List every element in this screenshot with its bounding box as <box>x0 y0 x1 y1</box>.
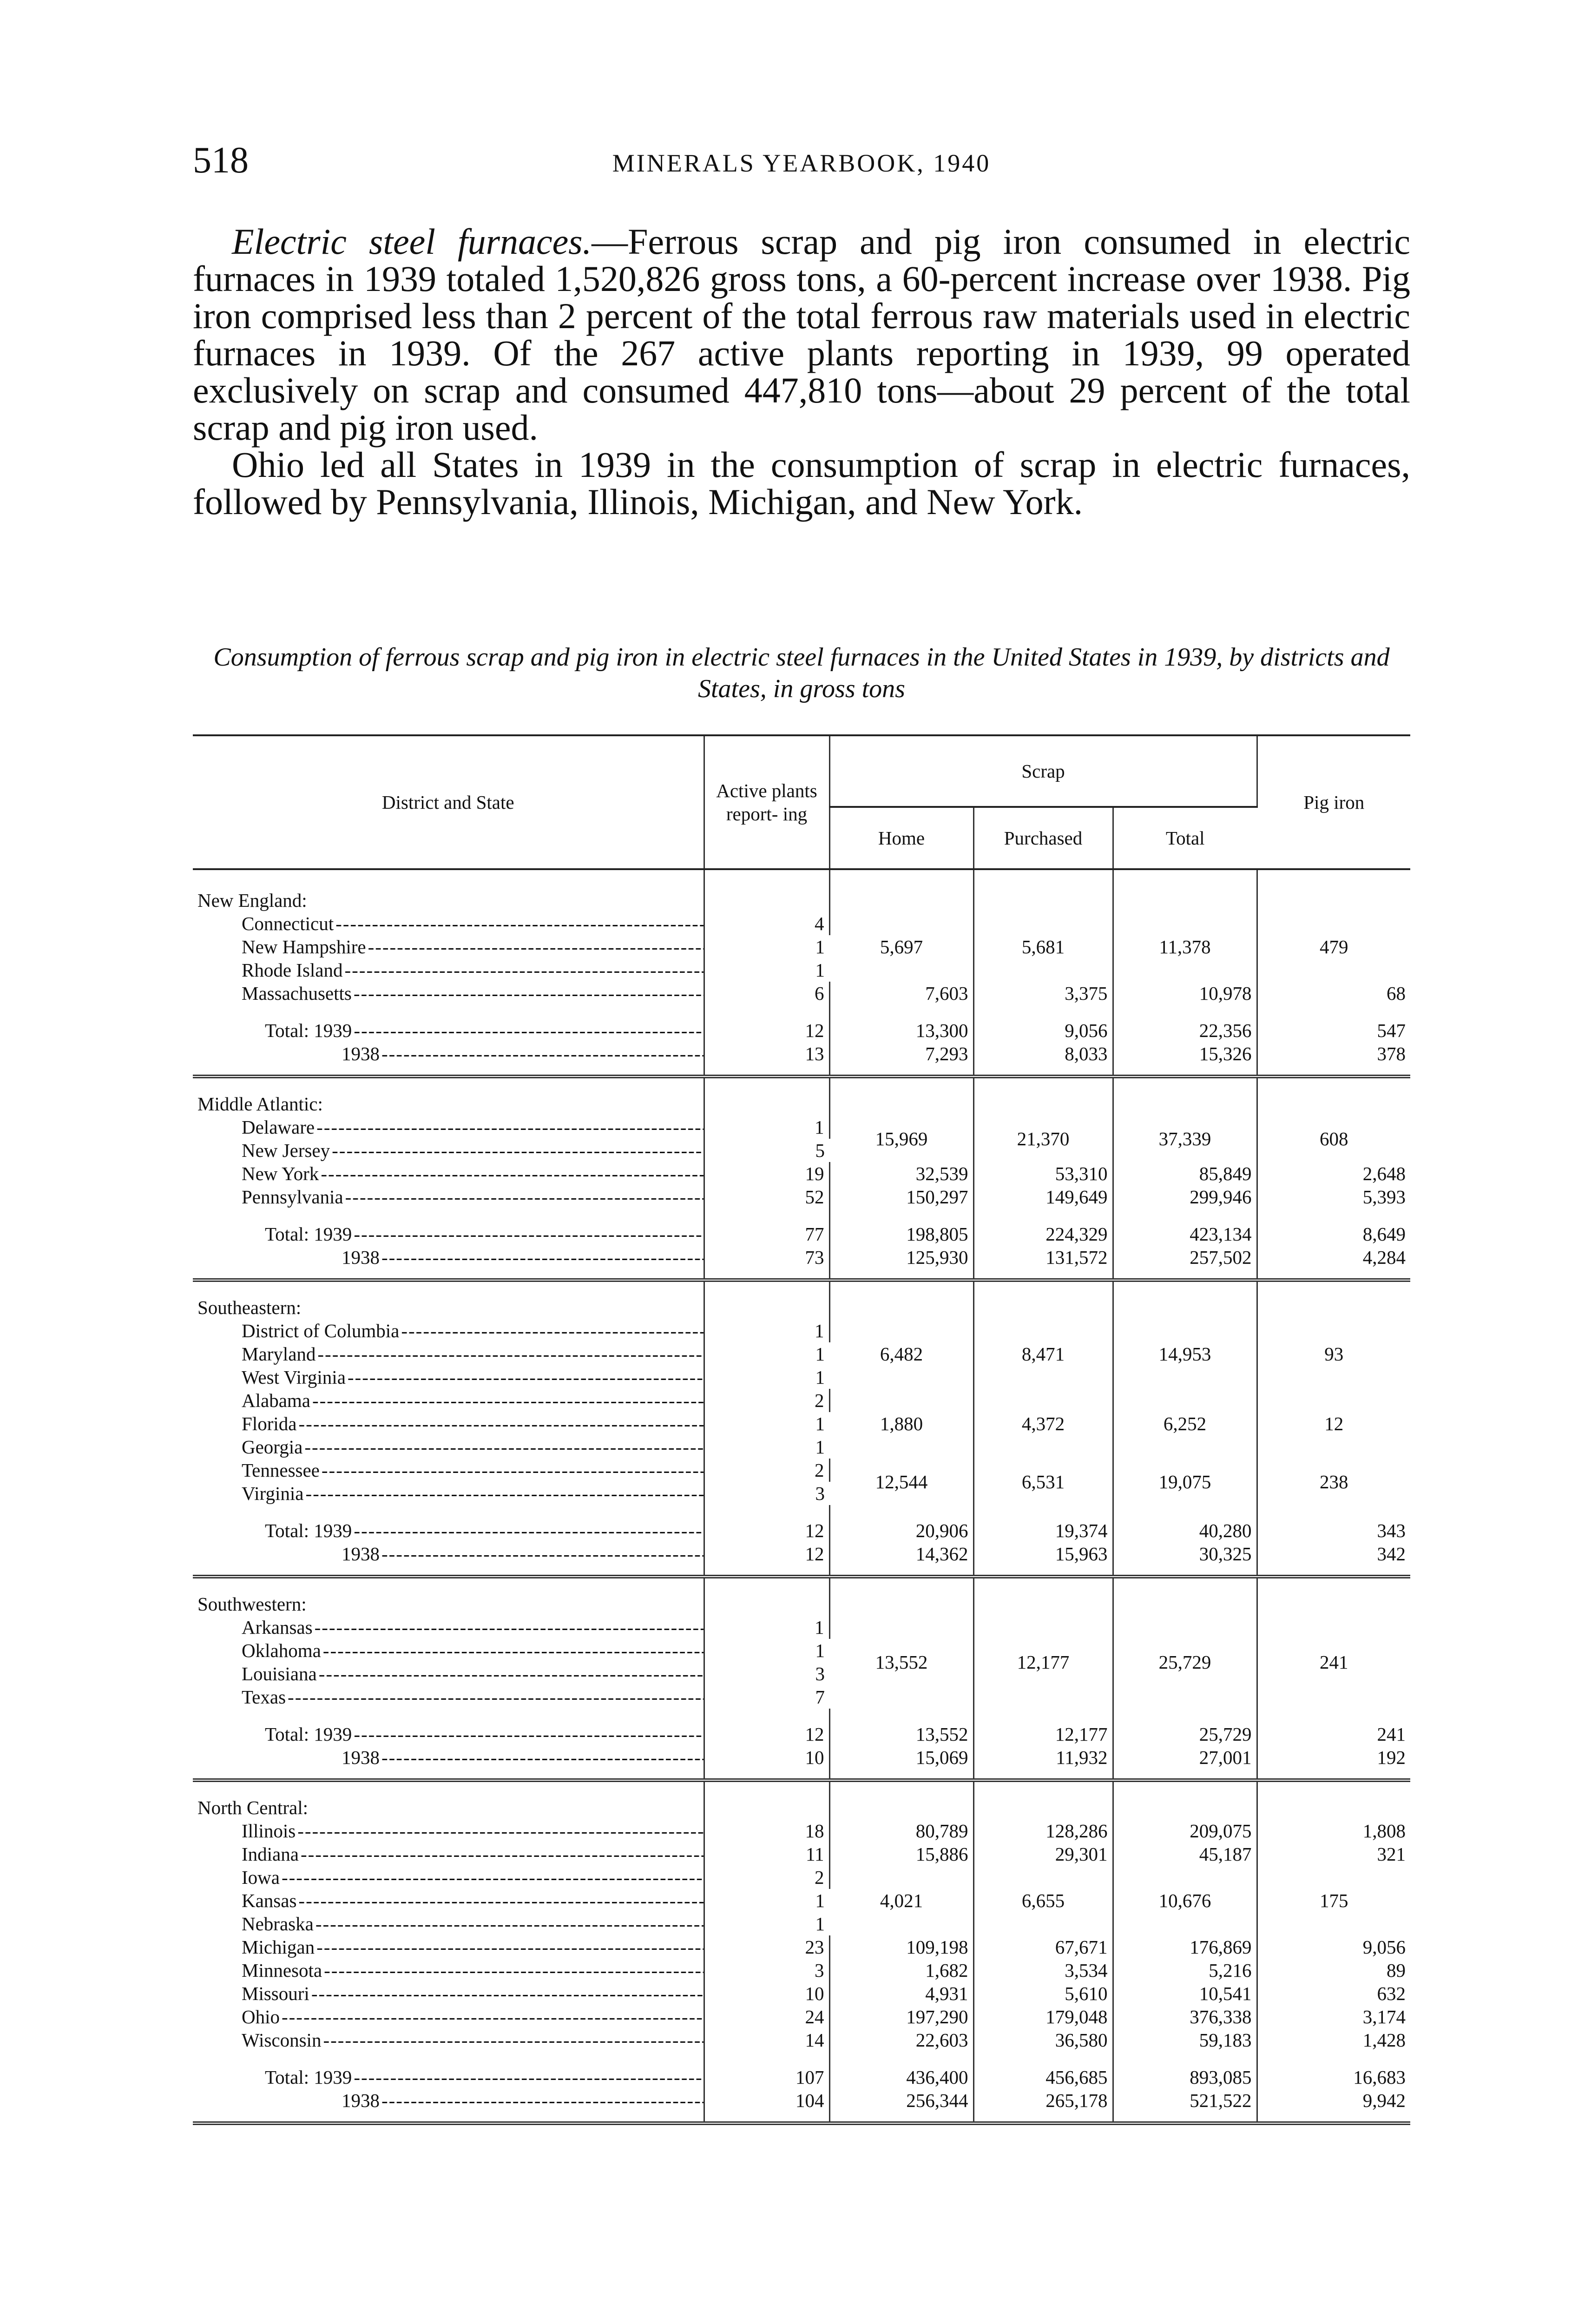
purchased-cell: 128,286 <box>973 1819 1113 1842</box>
home-cell: 4,021 <box>829 1866 973 1935</box>
home-cell: 198,805 <box>829 1222 973 1246</box>
home-cell: 15,969 <box>829 1116 973 1162</box>
home-cell: 6,482 <box>829 1319 973 1389</box>
home-cell: 20,906 <box>829 1519 973 1542</box>
home-cell: 150,297 <box>829 1185 973 1208</box>
header-plants: Active plants report- ing <box>704 735 829 869</box>
pig-iron-cell: 241 <box>1377 1723 1406 1745</box>
total-cell: 27,001 <box>1113 1746 1257 1769</box>
total-cell: 15,326 <box>1113 1042 1257 1065</box>
total-cell: 209,075 <box>1113 1819 1257 1842</box>
pig-iron-cell: 192 <box>1377 1747 1406 1768</box>
header-scrap: Scrap <box>829 735 1257 807</box>
plants-cell: 104 <box>704 2089 829 2112</box>
purchased-cell: 5,681 <box>973 912 1113 982</box>
header-pig-iron: Pig iron <box>1257 735 1410 869</box>
purchased-cell: 224,329 <box>973 1222 1113 1246</box>
region-label: North Central: <box>193 1796 704 1819</box>
plants-cell: 10 <box>704 1982 829 2005</box>
consumption-table <box>193 734 1410 2125</box>
pig-iron-cell: 9,942 <box>1362 2090 1406 2111</box>
pig-iron-cell: 241 <box>1320 1651 1348 1673</box>
plants-cell: 18 <box>704 1819 829 1842</box>
header-total: Total <box>1113 807 1257 869</box>
purchased-cell: 12,177 <box>973 1616 1113 1709</box>
total-cell: 40,280 <box>1113 1519 1257 1542</box>
state-label: Rhode Island ----- <box>193 958 704 982</box>
state-label: Tennessee ----- <box>193 1459 704 1482</box>
purchased-cell: 29,301 <box>973 1842 1113 1866</box>
purchased-cell: 11,932 <box>973 1746 1113 1769</box>
purchased-cell: 5,610 <box>973 1982 1113 2005</box>
plants-cell: 1 <box>815 1413 825 1434</box>
state-label: New Jersey ----- <box>193 1139 704 1162</box>
pig-iron-cell: 342 <box>1377 1543 1406 1565</box>
state-label: Illinois ----- <box>193 1819 704 1842</box>
home-cell: 436,400 <box>829 2066 973 2089</box>
state-label: District of Columbia ----- <box>193 1319 704 1342</box>
plants-cell: 12 <box>704 1519 829 1542</box>
plants-cell: 13 <box>704 1042 829 1065</box>
home-cell: 4,931 <box>829 1982 973 2005</box>
plants-cell: 107 <box>704 2066 829 2089</box>
plants-cell: 6 <box>704 982 829 1005</box>
plants-cell: 1 <box>704 1616 829 1639</box>
plants-cell: 1 <box>815 959 825 981</box>
home-cell: 13,300 <box>829 1019 973 1042</box>
pig-iron-cell: 479 <box>1320 936 1348 957</box>
pig-iron-cell: 9,056 <box>1362 1936 1406 1958</box>
total-label: 1938 ----- <box>193 1746 704 1769</box>
paragraph-2: Ohio led all States in 1939 in the consumption of scrap in electric furnaces, followed by Pennsylvania, Illinois, Michigan, and New York. <box>193 444 1410 522</box>
paragraph-1 <box>193 223 1410 446</box>
plants-cell: 11 <box>704 1842 829 1866</box>
purchased-cell: 265,178 <box>973 2089 1113 2112</box>
home-cell: 12,544 <box>829 1459 973 1505</box>
region-label: New England: <box>193 889 704 912</box>
state-label: Missouri ----- <box>193 1982 704 2005</box>
state-label: Oklahoma ----- <box>193 1639 704 1662</box>
pig-iron-cell: 238 <box>1320 1471 1348 1492</box>
pig-iron-cell: 1,808 <box>1362 1820 1406 1842</box>
purchased-cell: 67,671 <box>973 1935 1113 1959</box>
plants-cell: 1 <box>704 1116 829 1139</box>
plants-cell: 73 <box>704 1246 829 1269</box>
purchased-cell: 6,531 <box>973 1459 1113 1505</box>
running-title: MINERALS YEARBOOK, 1940 <box>612 149 991 177</box>
page-header <box>193 139 1410 200</box>
pig-iron-cell: 2,648 <box>1362 1163 1406 1184</box>
purchased-cell: 36,580 <box>973 2028 1113 2052</box>
plants-cell: 1 <box>815 1367 825 1388</box>
plants-cell: 12 <box>704 1019 829 1042</box>
plants-cell: 1 <box>815 1913 825 1934</box>
region-label: Southwestern: <box>193 1592 704 1616</box>
state-label: Pennsylvania ----- <box>193 1185 704 1208</box>
purchased-cell: 6,655 <box>973 1866 1113 1935</box>
plants-cell: 2 <box>704 1866 829 1889</box>
purchased-cell: 15,963 <box>973 1542 1113 1565</box>
home-cell: 13,552 <box>829 1616 973 1709</box>
purchased-cell: 131,572 <box>973 1246 1113 1269</box>
purchased-cell: 149,649 <box>973 1185 1113 1208</box>
total-label: Total: 1939 ----- <box>193 2066 704 2089</box>
plants-cell: 1 <box>815 1640 825 1661</box>
total-cell: 25,729 <box>1113 1616 1257 1709</box>
state-label: Delaware ----- <box>193 1116 704 1139</box>
plants-cell: 77 <box>704 1222 829 1246</box>
total-cell: 85,849 <box>1113 1162 1257 1185</box>
pig-iron-cell: 89 <box>1387 1960 1406 1981</box>
state-label: Ohio ----- <box>193 2005 704 2028</box>
pig-iron-cell: 12 <box>1324 1413 1344 1434</box>
total-cell: 11,378 <box>1113 912 1257 982</box>
state-label: Arkansas ----- <box>193 1616 704 1639</box>
total-cell: 376,338 <box>1113 2005 1257 2028</box>
purchased-cell: 3,375 <box>973 982 1113 1005</box>
purchased-cell: 8,033 <box>973 1042 1113 1065</box>
body-text <box>193 223 1410 521</box>
plants-cell: 12 <box>704 1723 829 1746</box>
total-label: Total: 1939 ----- <box>193 1519 704 1542</box>
total-label: Total: 1939 ----- <box>193 1222 704 1246</box>
pig-iron-cell: 175 <box>1320 1890 1348 1911</box>
pig-iron-cell: 1,428 <box>1362 2029 1406 2051</box>
state-label: Minnesota ----- <box>193 1959 704 1982</box>
pig-iron-cell: 343 <box>1377 1520 1406 1541</box>
state-label: Louisiana ----- <box>193 1662 704 1685</box>
total-cell: 10,541 <box>1113 1982 1257 2005</box>
purchased-cell: 4,372 <box>973 1389 1113 1459</box>
state-label: Iowa ----- <box>193 1866 704 1889</box>
total-label: 1938 ----- <box>193 1542 704 1565</box>
plants-cell: 24 <box>704 2005 829 2028</box>
paragraph-1-lead: Electric steel furnaces. <box>232 221 592 262</box>
total-cell: 30,325 <box>1113 1542 1257 1565</box>
plants-cell: 7 <box>815 1686 825 1708</box>
state-label: West Virginia ----- <box>193 1366 704 1389</box>
plants-cell: 1 <box>815 936 825 957</box>
paragraph-1-text: —Ferrous scrap and pig iron consumed in electric furnaces in 1939 totaled 1,520,826 gross tons, a 60-percent increase over 1938. Pig iron comprised less than 2 percent of the total ferrous raw materials used in electric furnaces in 1939. Of the 267 active plants reporting in 1939, 99 operated exclusively on scrap and consumed 447,810 tons—about 29 percent of the total scrap and pig iron used. <box>193 221 1410 448</box>
home-cell: 80,789 <box>829 1819 973 1842</box>
home-cell: 109,198 <box>829 1935 973 1959</box>
pig-iron-cell: 8,649 <box>1362 1223 1406 1245</box>
home-cell: 125,930 <box>829 1246 973 1269</box>
pig-iron-cell: 608 <box>1320 1128 1348 1149</box>
home-cell: 13,552 <box>829 1723 973 1746</box>
state-label: Massachusetts ----- <box>193 982 704 1005</box>
home-cell: 7,603 <box>829 982 973 1005</box>
header-home: Home <box>829 807 973 869</box>
total-cell: 299,946 <box>1113 1185 1257 1208</box>
total-cell: 25,729 <box>1113 1723 1257 1746</box>
state-label: New York ----- <box>193 1162 704 1185</box>
pig-iron-cell: 68 <box>1387 983 1406 1004</box>
header-district: District and State <box>193 735 704 869</box>
region-label: Southeastern: <box>193 1296 704 1319</box>
plants-cell: 5 <box>815 1140 825 1161</box>
state-label: Wisconsin ----- <box>193 2028 704 2052</box>
total-cell: 257,502 <box>1113 1246 1257 1269</box>
pig-iron-cell: 321 <box>1377 1843 1406 1865</box>
plants-cell: 10 <box>704 1746 829 1769</box>
total-label: Total: 1939 ----- <box>193 1723 704 1746</box>
header-purchased: Purchased <box>973 807 1113 869</box>
pig-iron-cell: 16,683 <box>1353 2067 1406 2088</box>
plants-cell: 1 <box>815 1890 825 1911</box>
purchased-cell: 21,370 <box>973 1116 1113 1162</box>
state-label: Virginia ----- <box>193 1482 704 1505</box>
total-label: 1938 ----- <box>193 1246 704 1269</box>
state-label: Indiana ----- <box>193 1842 704 1866</box>
total-cell: 893,085 <box>1113 2066 1257 2089</box>
pig-iron-cell: 93 <box>1324 1343 1344 1365</box>
home-cell: 32,539 <box>829 1162 973 1185</box>
home-cell: 1,682 <box>829 1959 973 1982</box>
plants-cell: 3 <box>704 1959 829 1982</box>
pig-iron-cell: 5,393 <box>1362 1186 1406 1208</box>
plants-cell: 1 <box>815 1436 825 1458</box>
plants-cell: 1 <box>815 1343 825 1365</box>
home-cell: 256,344 <box>829 2089 973 2112</box>
plants-cell: 14 <box>704 2028 829 2052</box>
total-cell: 45,187 <box>1113 1842 1257 1866</box>
plants-cell: 19 <box>704 1162 829 1185</box>
total-cell: 22,356 <box>1113 1019 1257 1042</box>
state-label: Florida ----- <box>193 1412 704 1435</box>
total-cell: 14,953 <box>1113 1319 1257 1389</box>
plants-cell: 2 <box>704 1389 829 1412</box>
pig-iron-cell: 4,284 <box>1362 1247 1406 1268</box>
pig-iron-cell: 378 <box>1377 1043 1406 1064</box>
purchased-cell: 53,310 <box>973 1162 1113 1185</box>
plants-cell: 2 <box>704 1459 829 1482</box>
total-cell: 5,216 <box>1113 1959 1257 1982</box>
total-cell: 10,978 <box>1113 982 1257 1005</box>
total-cell: 59,183 <box>1113 2028 1257 2052</box>
total-cell: 10,676 <box>1113 1866 1257 1935</box>
pig-iron-cell: 547 <box>1377 1020 1406 1041</box>
table-caption: Consumption of ferrous scrap and pig iron in electric steel furnaces in the United States in 1939, by districts and States, in gross tons <box>213 643 1390 703</box>
plants-cell: 3 <box>815 1663 825 1684</box>
purchased-cell: 8,471 <box>973 1319 1113 1389</box>
plants-cell: 52 <box>704 1185 829 1208</box>
state-label: Nebraska ----- <box>193 1912 704 1935</box>
total-cell: 37,339 <box>1113 1116 1257 1162</box>
pig-iron-cell: 632 <box>1377 1983 1406 2004</box>
state-label: Maryland ----- <box>193 1342 704 1366</box>
total-cell: 19,075 <box>1113 1459 1257 1505</box>
plants-cell: 3 <box>815 1483 825 1504</box>
home-cell: 22,603 <box>829 2028 973 2052</box>
state-label: Alabama ----- <box>193 1389 704 1412</box>
purchased-cell: 9,056 <box>973 1019 1113 1042</box>
purchased-cell: 456,685 <box>973 2066 1113 2089</box>
home-cell: 197,290 <box>829 2005 973 2028</box>
home-cell: 1,880 <box>829 1389 973 1459</box>
home-cell: 5,697 <box>829 912 973 982</box>
total-label: 1938 ----- <box>193 1042 704 1065</box>
home-cell: 7,293 <box>829 1042 973 1065</box>
total-cell: 176,869 <box>1113 1935 1257 1959</box>
pig-iron-cell: 3,174 <box>1362 2006 1406 2027</box>
purchased-cell: 12,177 <box>973 1723 1113 1746</box>
total-cell: 423,134 <box>1113 1222 1257 1246</box>
home-cell: 15,886 <box>829 1842 973 1866</box>
total-cell: 6,252 <box>1113 1389 1257 1459</box>
state-label: Texas ----- <box>193 1685 704 1709</box>
state-label: Michigan ----- <box>193 1935 704 1959</box>
plants-cell: 23 <box>704 1935 829 1959</box>
total-label: Total: 1939 ----- <box>193 1019 704 1042</box>
purchased-cell: 3,534 <box>973 1959 1113 1982</box>
purchased-cell: 179,048 <box>973 2005 1113 2028</box>
state-label: New Hampshire ----- <box>193 935 704 958</box>
state-label: Connecticut ----- <box>193 912 704 935</box>
plants-cell: 4 <box>704 912 829 935</box>
total-label: 1938 ----- <box>193 2089 704 2112</box>
home-cell: 15,069 <box>829 1746 973 1769</box>
state-label: Georgia ----- <box>193 1435 704 1459</box>
plants-cell: 1 <box>704 1319 829 1342</box>
region-label: Middle Atlantic: <box>193 1092 704 1116</box>
purchased-cell: 19,374 <box>973 1519 1113 1542</box>
state-label: Kansas ----- <box>193 1889 704 1912</box>
page-number: 518 <box>193 140 249 181</box>
home-cell: 14,362 <box>829 1542 973 1565</box>
total-cell: 521,522 <box>1113 2089 1257 2112</box>
plants-cell: 12 <box>704 1542 829 1565</box>
